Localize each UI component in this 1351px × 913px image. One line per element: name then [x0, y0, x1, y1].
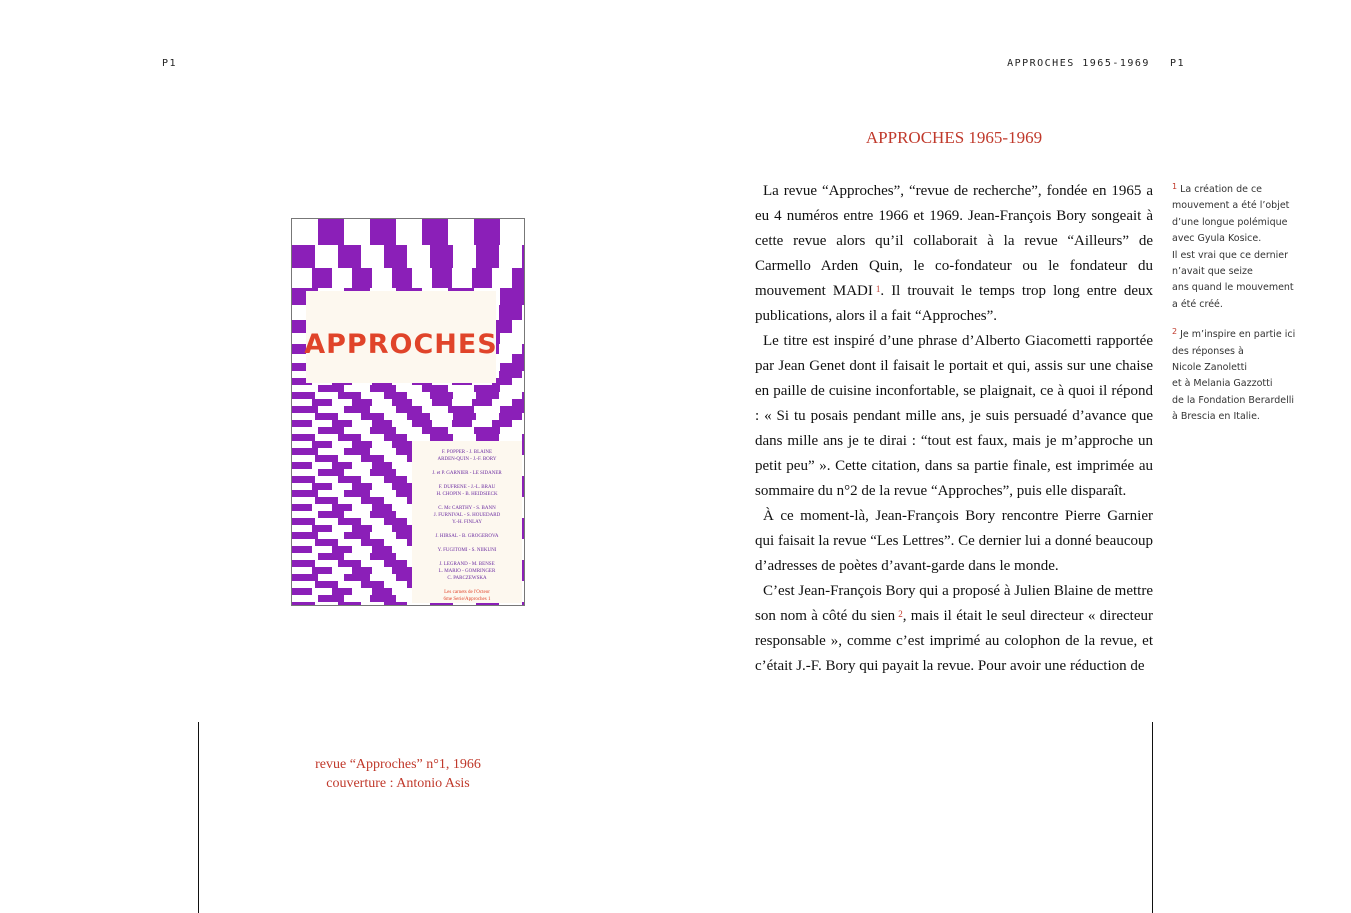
paragraph-4 — [755, 579, 1153, 679]
cover-check — [344, 532, 370, 539]
cover-check — [499, 413, 522, 420]
cover-check — [292, 434, 315, 441]
footnote-ref-1[interactable]: 1 — [875, 284, 881, 294]
paragraph-2: Le titre est inspiré d’une phrase d’Alberto Giacometti rapportée par Jean Genet dont il faisait le portait et qui, assis sur une chaise en paille de cuisine inconfortable, se plaignait, ce à quoi il répond : « Si tu posais pendant mille ans, je suis persuadé d’avance que dans mille ans je te dirai : “tout est faux, mais je m’approche un petit peu” ». Cette citation, dans sa partie finale, est imprimée au sommaire du n°2 de la revue “Approches”, puis elle disparaît. — [755, 333, 1153, 499]
cover-check — [392, 483, 412, 490]
cover-check — [422, 427, 448, 434]
cover-check — [430, 434, 453, 441]
cover-check — [392, 399, 412, 406]
cover-check — [318, 385, 344, 392]
cover-check — [352, 441, 372, 448]
cover-check — [292, 532, 318, 539]
cover-check — [338, 245, 361, 268]
paragraph-3: À ce moment-là, Jean-François Bory rencontre Pierre Garnier qui faisait la revue “Les Lettres”. Ce dernier lui a donné beaucoup d’adresses de poètes d’avant-garde dans le monde. — [755, 508, 1153, 574]
cover-check — [318, 469, 344, 476]
cover-check — [370, 511, 396, 518]
cover-check — [522, 476, 524, 483]
footnote-line: à Brescia en Italie. — [1172, 411, 1260, 423]
footnote-line: a été créé. — [1172, 298, 1223, 310]
cover-check — [352, 525, 372, 532]
cover-contents-line: Les carnets de l'Octeor — [444, 590, 490, 595]
cover-check — [352, 567, 372, 574]
cover-contents-line: F. POPPER - J. BLAINE — [441, 450, 493, 455]
cover-check — [452, 420, 472, 427]
footnote-line: et à Melania Gazzotti — [1172, 378, 1273, 390]
figure-caption — [250, 755, 546, 793]
cover-check — [476, 245, 499, 268]
cover-check — [312, 268, 332, 288]
cover-check — [372, 462, 392, 469]
cover-check — [312, 441, 332, 448]
cover-check — [292, 476, 315, 483]
cover-check — [430, 245, 453, 268]
cover-check — [292, 574, 318, 581]
cover-check — [361, 497, 384, 504]
cover-title: APPROCHES — [304, 329, 498, 360]
cover-check — [292, 448, 318, 455]
cover-check — [432, 399, 452, 406]
cover-check — [392, 567, 412, 574]
footnote-line: Je m’inspire en partie ici — [1180, 329, 1296, 341]
paragraph-1 — [755, 179, 1153, 329]
cover-check — [384, 560, 407, 567]
cover-check — [292, 406, 318, 413]
cover-check — [312, 567, 332, 574]
cover-check — [499, 371, 522, 378]
cover-check — [432, 268, 452, 288]
magazine-cover-image — [291, 218, 525, 606]
cover-check — [352, 399, 372, 406]
footnote-line: avec Gyula Kosice. — [1172, 233, 1262, 245]
cover-check — [292, 518, 315, 525]
running-title: APPROCHES 1965-1969 — [1007, 58, 1150, 69]
left-page-number: P1 — [162, 58, 178, 69]
cover-contents-line: J. FURNIVAL - S. HOUEDARD — [433, 513, 501, 518]
caption-line-2: couverture : Antonio Asis — [326, 776, 470, 791]
cover-check — [372, 588, 392, 595]
cover-check — [512, 399, 524, 406]
cover-contents-line: Y. FUGITOMI - S. NIIKUNI — [437, 548, 497, 553]
cover-check — [522, 518, 524, 525]
paragraph-4-text-a: C’est Jean-François Bory qui a proposé à Julien Blaine de mettre son nom à côté du sien — [755, 583, 1153, 624]
cover-check — [332, 546, 352, 553]
cover-check — [312, 483, 332, 490]
footnote-ref-2[interactable]: 2 — [898, 609, 903, 619]
cover-check — [292, 245, 315, 268]
cover-check — [522, 560, 524, 567]
cover-check — [372, 546, 392, 553]
cover-check — [318, 553, 344, 560]
cover-check — [370, 219, 396, 245]
footnote-line: La création de ce — [1180, 184, 1263, 195]
cover-check — [500, 363, 524, 371]
cover-check — [499, 305, 522, 320]
cover-check — [292, 546, 312, 553]
cover-check — [512, 354, 524, 363]
cover-check — [315, 413, 338, 420]
cover-check — [352, 268, 372, 288]
cover-check — [332, 504, 352, 511]
cover-contents-line: C. Mc CARTHY - S. BANN — [438, 506, 496, 511]
cover-check — [384, 434, 407, 441]
cover-check — [372, 504, 392, 511]
cover-check — [318, 595, 344, 602]
cover-check — [361, 413, 384, 420]
cover-check — [315, 497, 338, 504]
cover-check — [422, 385, 448, 392]
footnote-1 — [1172, 182, 1302, 313]
cover-check — [344, 448, 370, 455]
cover-check — [370, 553, 396, 560]
cover-check — [370, 595, 396, 602]
cover-check — [392, 525, 412, 532]
cover-check — [292, 420, 312, 427]
cover-check — [492, 420, 512, 427]
cover-check — [338, 476, 361, 483]
cover-contents-line: C. PARCZEWSKA — [447, 576, 487, 581]
cover-check — [370, 385, 396, 392]
running-header — [1007, 58, 1185, 69]
cover-check — [318, 427, 344, 434]
cover-check — [338, 560, 361, 567]
cover-check — [315, 581, 338, 588]
paragraph-1-text-b: . Il trouvait le temps trop long entre deux publications, alors il a fait “Approches”. — [755, 283, 1153, 324]
cover-check — [361, 539, 384, 546]
cover-check — [318, 219, 344, 245]
article-body — [755, 179, 1153, 679]
cover-contents-line: 6me Serie/Approches 1 — [443, 597, 491, 602]
cover-check — [522, 392, 524, 399]
cover-check — [453, 413, 476, 420]
cover-check — [448, 406, 474, 413]
cover-check — [315, 539, 338, 546]
cover-check — [338, 518, 361, 525]
cover-check — [474, 427, 500, 434]
cover-check — [384, 392, 407, 399]
cover-check — [332, 420, 352, 427]
cover-check — [522, 245, 524, 268]
footnotes — [1172, 182, 1302, 440]
cover-check — [292, 588, 312, 595]
cover-check — [522, 344, 524, 354]
cover-check — [372, 420, 392, 427]
cover-check — [292, 602, 315, 605]
cover-check — [384, 602, 407, 605]
cover-contents-line: J. HIRSAL - B. GROGEROVA — [435, 534, 499, 539]
cover-check — [338, 434, 361, 441]
magazine-cover-pattern — [292, 219, 524, 605]
cover-check — [522, 434, 524, 441]
cover-check — [292, 560, 315, 567]
cover-check — [370, 469, 396, 476]
footnote-line: des réponses à — [1172, 345, 1244, 357]
cover-contents-line: H. CHOPIN - B. HEIDSIECK — [436, 492, 498, 497]
cover-check — [474, 219, 500, 245]
cover-check — [396, 406, 422, 413]
cover-check — [361, 455, 384, 462]
cover-contents-line: ARDEN-QUIN - J.-F. BORY — [437, 457, 497, 462]
cover-contents-line: F. DUFRENE - J.-L. BRAU — [438, 485, 496, 490]
cover-check — [476, 392, 499, 399]
cover-check — [318, 511, 344, 518]
paragraph-4-text-b: , mais il était le seul directeur « directeur responsable », comme c’est imprimé au colophon de la revue, et c’était J.-F. Bory qui payait la revue. Pour avoir une réduction de — [755, 608, 1153, 674]
cover-check — [312, 525, 332, 532]
cover-check — [500, 288, 524, 305]
cover-check — [474, 385, 500, 392]
cover-check — [512, 268, 524, 288]
right-page-number: P1 — [1169, 58, 1185, 69]
cover-check — [292, 490, 318, 497]
cover-check — [344, 406, 370, 413]
paragraph-1-text-a: La revue “Approches”, “revue de recherche”, fondée en 1965 a eu 4 numéros entre 1966 et 1969. Jean-François Bory songeait à cette revue alors qu’il collaborait à la revue “Ailleurs” de Carmello Arden Quin, le co-fondateur ou le fondateur du mouvement MADI — [755, 183, 1153, 299]
cover-check — [422, 219, 448, 245]
footnote-2-number: 2 — [1172, 327, 1178, 337]
cover-check — [312, 399, 332, 406]
cover-check — [315, 455, 338, 462]
cover-check — [292, 462, 312, 469]
cover-check — [361, 581, 384, 588]
cover-contents-line: L. MARIO - GOMRINGER — [438, 569, 496, 574]
right-margin-rule — [1152, 722, 1153, 913]
cover-check — [344, 574, 370, 581]
footnote-line: Il est vrai que ce dernier — [1172, 249, 1289, 261]
footnote-line: de la Fondation Berardelli — [1172, 394, 1295, 406]
cover-contents-line: J. et P. GARNIER - LE SIDANER — [432, 471, 502, 476]
cover-check — [338, 392, 361, 399]
cover-check — [292, 392, 315, 399]
cover-check — [384, 476, 407, 483]
article-title: APPROCHES 1965-1969 — [865, 128, 1043, 147]
cover-check — [392, 268, 412, 288]
left-margin-rule — [198, 722, 199, 913]
cover-check — [407, 413, 430, 420]
cover-contents-line: J. LEGRAND - M. BENSE — [439, 562, 495, 567]
footnote-line: mouvement a été l’objet — [1172, 200, 1290, 212]
cover-check — [392, 441, 412, 448]
cover-check — [384, 245, 407, 268]
footnote-line: ans quand le mouvement — [1172, 282, 1294, 294]
footnote-line: Nicole Zanoletti — [1172, 362, 1248, 374]
cover-check — [332, 462, 352, 469]
cover-check — [352, 483, 372, 490]
footnote-1-number: 1 — [1172, 182, 1178, 191]
cover-check — [338, 602, 361, 605]
cover-check — [472, 399, 492, 406]
cover-check — [344, 490, 370, 497]
caption-line-1: revue “Approches” n°1, 1966 — [315, 757, 481, 772]
cover-check — [472, 268, 492, 288]
cover-check — [292, 504, 312, 511]
cover-check — [522, 602, 524, 605]
cover-contents-line: Y.-H. FINLAY — [452, 520, 482, 525]
cover-check — [476, 434, 499, 441]
cover-check — [500, 406, 524, 413]
cover-check — [384, 518, 407, 525]
cover-check — [332, 588, 352, 595]
footnote-line: n’avait que seize — [1172, 266, 1253, 278]
cover-check — [370, 427, 396, 434]
footnote-2 — [1172, 327, 1302, 425]
footnote-line: d’une longue polémique — [1172, 216, 1288, 228]
cover-check — [430, 392, 453, 399]
cover-check — [412, 420, 432, 427]
